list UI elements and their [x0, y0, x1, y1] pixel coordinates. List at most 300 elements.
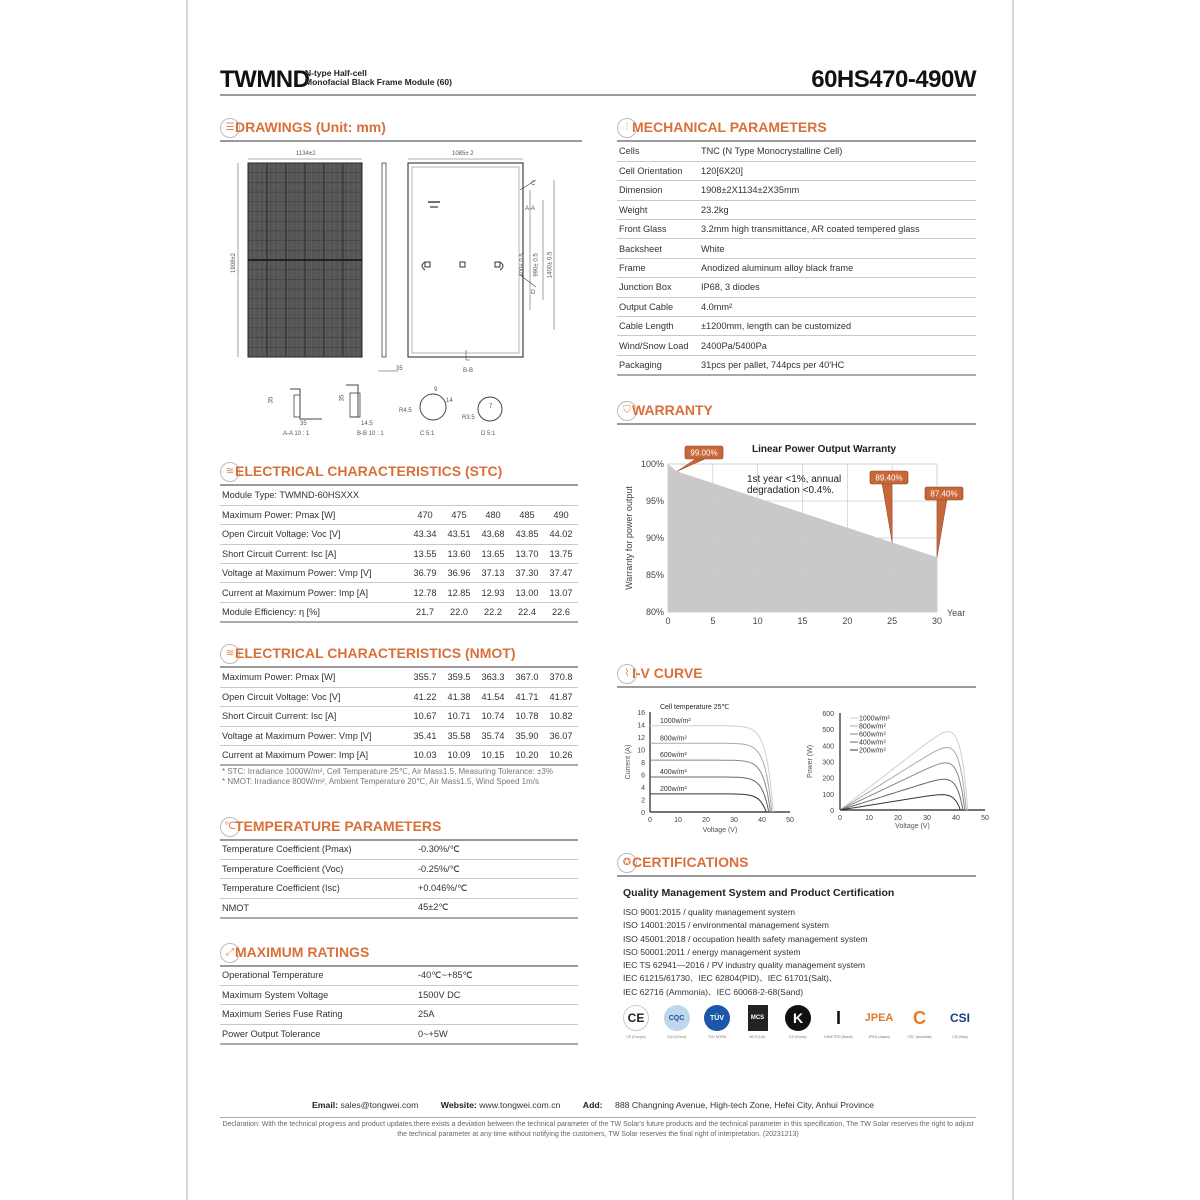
logo-mark: I: [835, 1007, 841, 1028]
param-value: 4.0mm²: [699, 297, 976, 316]
page-border-right: [1012, 0, 1014, 1200]
footer-website: [441, 1100, 561, 1110]
d-caption: D 5:1: [481, 431, 496, 437]
param-label: Maximum Power: Pmax [W]: [220, 668, 408, 687]
mark-bb-label: B-B: [463, 368, 474, 374]
front-width-label: 1134±2: [296, 151, 316, 157]
c-caption: C 5:1: [420, 431, 435, 437]
subtitle-line-1: N-type Half-cell: [305, 68, 367, 78]
declaration-text: Declaration: With the technical progress and product updates,there exists a deviation between the technical parameter of the TW Solar's future products and the technical parameter in this specification, The TW Solar reserves the right to adjust the technical parameter at any time without notifying the customers, TW Solar reserves the final right of interpretation. (20231213): [222, 1121, 974, 1138]
param-value: 363.3: [476, 668, 510, 687]
x-tick-label: 0: [665, 616, 671, 626]
param-value: 35.58: [442, 726, 476, 745]
line-chart-icon: ⌇: [617, 664, 637, 684]
nmot-table: [220, 668, 578, 766]
y-tick-label: 95%: [645, 496, 664, 506]
y-tick-label: 0: [830, 808, 834, 815]
param-value: 13.75: [544, 544, 578, 563]
param-value: 3.2mm high transmittance, AR coated tempered glass: [699, 220, 976, 239]
x-tick-label: 20: [894, 815, 902, 822]
table-row: [220, 879, 578, 898]
param-value: 22.2: [476, 602, 510, 621]
param-label: Junction Box: [617, 278, 699, 297]
certification-item: ISO 9001:2015 / quality management system: [623, 907, 795, 917]
iv-section-title: [617, 664, 976, 688]
pv-series-line: [840, 795, 960, 810]
table-row: [220, 505, 578, 524]
table-row: [220, 966, 578, 985]
param-value: Anodized aluminum alloy black frame: [699, 258, 976, 277]
table-row: [617, 355, 976, 374]
table-row: [617, 142, 976, 161]
temperature-section-title: [220, 817, 578, 841]
param-value: 10.82: [544, 707, 578, 726]
param-label: Operational Temperature: [220, 966, 416, 985]
c-9-label: 9: [434, 387, 438, 393]
param-value: 10.67: [408, 707, 442, 726]
x-tick-label: 40: [758, 817, 766, 824]
param-value: 45±2℃: [416, 898, 578, 917]
x-tick-label: 20: [842, 616, 853, 626]
param-label: Frame: [617, 258, 699, 277]
param-label: Maximum Series Fuse Rating: [220, 1005, 416, 1024]
y-tick-label: 2: [641, 797, 645, 805]
x-tick-label: 0: [838, 815, 842, 822]
param-label: Maximum System Voltage: [220, 985, 416, 1004]
param-value: 12.93: [476, 583, 510, 602]
table-row: [220, 602, 578, 621]
iv-series-label: 200w/m²: [660, 785, 687, 793]
iv-series-label: 400w/m²: [660, 769, 687, 776]
x-tick-label: 30: [931, 616, 943, 626]
x-tick-label: 10: [865, 815, 873, 822]
param-label: Temperature Coefficient (Pmax): [220, 840, 416, 859]
logo-caption: CQC(China): [666, 1035, 687, 1039]
param-value: 43.34: [408, 525, 442, 544]
param-label: Cable Length: [617, 317, 699, 336]
param-label: Weight: [617, 200, 699, 219]
stc-footnote: * STC: Irradiance 1000W/m², Cell Temperature 25℃, Air Mass1.5, Measuring Tolerance: ±3%: [222, 767, 553, 776]
table-row: [617, 278, 976, 297]
email-link[interactable]: sales@tongwei.com: [340, 1100, 419, 1110]
table-row: [220, 840, 578, 859]
param-value: 470: [408, 505, 442, 524]
drawings-title: DRAWINGS (Unit: mm): [235, 119, 386, 135]
iv-title: I-V CURVE: [632, 665, 703, 681]
param-label: Maximum Power: Pmax [W]: [220, 505, 408, 524]
param-value: 13.55: [408, 544, 442, 563]
certifications-section-title: [617, 853, 976, 877]
legend-label: 800w/m²: [859, 723, 886, 731]
footer-address: [583, 1100, 884, 1110]
drawings-section-title: [220, 118, 582, 142]
table-row: [220, 1005, 578, 1024]
table-row: [220, 985, 578, 1004]
table-row: [220, 525, 578, 544]
param-value: 359.5: [442, 668, 476, 687]
module-drawings: [228, 145, 583, 445]
table-row: [220, 564, 578, 583]
iv-series-label: 800w/m²: [660, 735, 687, 743]
logo-caption: JPEA (Japan): [868, 1035, 890, 1039]
nmot-title: ELECTRICAL CHARACTERISTICS (NMOT): [235, 645, 516, 661]
page-border-left: [186, 0, 188, 1200]
x-tick-label: 50: [981, 815, 989, 822]
certification-item: IEC 61215/61730、IEC 62804(PID)、IEC 61701(Salt)、: [623, 973, 838, 984]
param-value: 10.74: [476, 707, 510, 726]
table-row: [220, 687, 578, 706]
x-tick-label: 5: [710, 616, 716, 626]
dim-1400-label: 1400± 0.5: [547, 251, 554, 279]
shield-check-icon: ⛉: [617, 401, 637, 421]
logo-caption: TÜV NORD: [707, 1035, 727, 1039]
table-row: [220, 898, 578, 917]
settings-icon: ≋: [220, 644, 240, 664]
param-label: Front Glass: [617, 220, 699, 239]
param-value: 36.96: [442, 564, 476, 583]
contact-footer: [220, 1100, 976, 1118]
legend-label: 200w/m²: [859, 747, 886, 755]
logo-mark: TÜV: [704, 1005, 730, 1031]
param-value: ±1200mm, length can be customized: [699, 317, 976, 336]
dim-400-label: 400± 0.5: [519, 253, 526, 277]
param-value: -0.30%/℃: [416, 840, 578, 859]
param-value: 22.4: [510, 602, 544, 621]
section-bb-drawing: [346, 385, 360, 417]
param-value: 490: [544, 505, 578, 524]
footer-email: [312, 1100, 418, 1110]
logo-caption: KS (Korea): [789, 1035, 807, 1039]
logo-mark: CE: [623, 1005, 649, 1031]
param-label: Cells: [617, 142, 699, 161]
bb-height-label: 35: [339, 394, 346, 402]
y-tick-label: 400: [822, 743, 834, 751]
param-value: 41.22: [408, 687, 442, 706]
param-value: 10.09: [442, 746, 476, 765]
y-axis-label: Warranty for power output: [624, 486, 634, 590]
back-width-label: 1085± 2: [452, 151, 474, 157]
x-tick-label: 0: [648, 817, 652, 824]
x-axis-label: Voltage (V): [702, 827, 738, 834]
c-14-label: 14: [446, 398, 453, 404]
table-row: [220, 668, 578, 687]
ratings-title: MAXIMUM RATINGS: [235, 944, 370, 960]
param-value: 22.0: [442, 602, 476, 621]
legend-label: 600w/m²: [859, 731, 886, 739]
param-value: 2400Pa/5400Pa: [699, 336, 976, 355]
param-label: Packaging: [617, 355, 699, 374]
website-label: Website:: [440, 1100, 477, 1110]
aa-width-label: 35: [300, 421, 307, 427]
back-view-drawing: [408, 159, 554, 360]
param-label: Wind/Snow Load: [617, 336, 699, 355]
y-tick-label: 6: [641, 772, 645, 780]
bb-caption: B-B 10 : 1: [357, 431, 384, 437]
table-row: [617, 258, 976, 277]
warranty-chart-title: Linear Power Output Warranty: [752, 444, 897, 455]
param-value: White: [699, 239, 976, 258]
certification-item: ISO 14001:2015 / environmental management system: [623, 920, 829, 931]
mechanical-table: [617, 142, 976, 376]
y-tick-label: 80%: [645, 607, 664, 617]
logo-caption: INMETRO (Brazil): [824, 1035, 853, 1039]
param-value: 41.54: [476, 687, 510, 706]
param-value: 10.71: [442, 707, 476, 726]
table-row: [220, 707, 578, 726]
pv-chart: [800, 705, 990, 840]
iv-series-line: [650, 777, 769, 812]
param-label: Dimension: [617, 181, 699, 200]
logo-mark: JPEA: [864, 1012, 894, 1024]
y-tick-label: 14: [637, 722, 645, 730]
table-row: [617, 336, 976, 355]
settings-icon: ≋: [220, 462, 240, 482]
bb-width-label: 14.5: [361, 421, 373, 427]
dim-990-label: 990± 0.5: [533, 253, 540, 277]
param-value: 10.20: [510, 746, 544, 765]
certification-item: ISO 50001:2011 / energy management system: [623, 946, 801, 957]
param-label: Cell Orientation: [617, 161, 699, 180]
param-label: Open Circuit Voltage: Voc [V]: [220, 687, 408, 706]
x-tick-label: 10: [752, 616, 763, 626]
certification-logo: [942, 1005, 978, 1047]
param-value: 35.90: [510, 726, 544, 745]
table-row: [617, 200, 976, 219]
param-label: Power Output Tolerance: [220, 1024, 416, 1043]
param-value: 35.74: [476, 726, 510, 745]
y-tick-label: 85%: [645, 570, 664, 580]
expand-icon: ⤢: [220, 943, 240, 963]
y-tick-label: 200: [822, 775, 834, 783]
certification-item: ISO 45001:2018 / occupation health safety management system: [623, 933, 868, 944]
certifications-list: [623, 906, 868, 999]
param-label: Open Circuit Voltage: Voc [V]: [220, 525, 408, 544]
x-tick-label: 25: [887, 616, 898, 626]
param-value: 44.02: [544, 525, 578, 544]
param-value: 475: [442, 505, 476, 524]
y-tick-label: 0: [641, 810, 645, 817]
table-row: [220, 746, 578, 765]
product-subtitle: [305, 69, 452, 87]
warranty-chart: [615, 440, 980, 640]
table-row: [220, 583, 578, 602]
param-label: NMOT: [220, 898, 416, 917]
certification-logos: [618, 1005, 978, 1047]
param-label: Short Circuit Current: Isc [A]: [220, 544, 408, 563]
aa-height-label: 35: [268, 396, 275, 404]
param-value: 43.51: [442, 525, 476, 544]
param-value: 37.30: [510, 564, 544, 583]
certification-item: IEC 62716 (Ammonia)、IEC 60068-2-68(Sand): [623, 986, 804, 997]
celsius-icon: ℃: [220, 817, 240, 837]
param-label: Temperature Coefficient (Voc): [220, 859, 416, 878]
x-tick-label: 20: [702, 817, 710, 824]
section-aa-drawing: [290, 389, 322, 419]
param-value: 25A: [416, 1005, 578, 1024]
param-label: Voltage at Maximum Power: Vmp [V]: [220, 564, 408, 583]
param-value: -40℃~+85℃: [416, 966, 578, 985]
param-value: 10.26: [544, 746, 578, 765]
stc-section-title: [220, 462, 578, 486]
warranty-section-title: [617, 401, 976, 425]
callout-label: 87.40%: [930, 489, 958, 499]
award-icon: ✪: [617, 853, 637, 873]
x-axis-label: Voltage (V): [895, 823, 930, 830]
param-value: 43.85: [510, 525, 544, 544]
y-tick-label: 600: [822, 711, 834, 718]
param-value: 120[6X20]: [699, 161, 976, 180]
param-value: 41.71: [510, 687, 544, 706]
y-tick-label: 16: [637, 710, 645, 717]
param-value: 37.13: [476, 564, 510, 583]
param-label: Current at Maximum Power: Imp [A]: [220, 746, 408, 765]
y-tick-label: 10: [637, 747, 645, 755]
table-row: [617, 317, 976, 336]
x-axis-label: Year: [947, 608, 966, 618]
certifications-title: CERTIFICATIONS: [632, 854, 749, 870]
email-label: Email:: [311, 1100, 339, 1110]
param-label: Module Efficiency: η [%]: [220, 602, 408, 621]
certification-logo: [821, 1005, 857, 1047]
param-value: -0.25%/℃: [416, 859, 578, 878]
param-label: Current at Maximum Power: Imp [A]: [220, 583, 408, 602]
warranty-annotation: 1st year <1%, annual degradation <0.4%.: [747, 474, 842, 496]
param-value: 370.8: [544, 668, 578, 687]
nmot-section-title: [220, 644, 578, 668]
param-value: 35.41: [408, 726, 442, 745]
x-tick-label: 40: [952, 815, 960, 822]
param-label: Output Cable: [617, 297, 699, 316]
website-link[interactable]: www.tongwei.com.cn: [479, 1100, 561, 1110]
c-radius-label: R4.5: [399, 408, 412, 414]
param-label: Backsheet: [617, 239, 699, 258]
certification-logo: [618, 1005, 654, 1047]
module-type-row: [220, 486, 578, 505]
param-value: 13.00: [510, 583, 544, 602]
certification-logo: [740, 1005, 776, 1047]
brand-name: TWMND: [220, 66, 310, 93]
logo-mark: CSI: [949, 1011, 970, 1025]
certifications-heading: Quality Management System and Product Certification: [623, 887, 895, 899]
mechanical-section-title: [617, 118, 976, 142]
param-value: 10.78: [510, 707, 544, 726]
table-row: [220, 544, 578, 563]
param-value: 367.0: [510, 668, 544, 687]
certification-logo: [659, 1005, 695, 1047]
logo-caption: CE (Europe): [626, 1035, 646, 1039]
y-axis-label: Power (W): [807, 744, 814, 779]
param-value: 10.03: [408, 746, 442, 765]
param-value: 36.07: [544, 726, 578, 745]
param-value: 12.78: [408, 583, 442, 602]
callout-pointer: [937, 499, 947, 557]
param-value: 37.47: [544, 564, 578, 583]
aa-caption: A-A 10 : 1: [283, 431, 310, 437]
table-row: [220, 859, 578, 878]
param-value: 21.7: [408, 602, 442, 621]
subtitle-line-2: Monofacial Black Frame Module (60): [305, 77, 452, 87]
param-value: 1500V DC: [416, 985, 578, 1004]
logo-caption: MCS (UK): [749, 1035, 766, 1039]
legend-label: 1000w/m²: [859, 715, 890, 723]
legend-label: 400w/m²: [859, 739, 886, 747]
iv-series-line: [650, 794, 766, 812]
certification-item: IEC TS 62941—2016 / PV industry quality management system: [623, 960, 866, 971]
stc-title: ELECTRICAL CHARACTERISTICS (STC): [235, 463, 503, 479]
page-header: [220, 64, 976, 96]
certification-logo: [699, 1005, 735, 1047]
mechanical-title: MECHANICAL PARAMETERS: [632, 119, 827, 135]
side-view-drawing: [382, 163, 386, 357]
callout-label: 89.40%: [875, 473, 903, 483]
callout-label: 99.00%: [690, 448, 718, 458]
logo-mark: C: [913, 1007, 926, 1028]
param-value: 36.79: [408, 564, 442, 583]
sliders-icon: ⫶: [617, 118, 637, 138]
chart-title: Cell temperature 25℃: [660, 704, 730, 711]
logo-caption: CSI (Italy): [952, 1035, 968, 1039]
front-height-label: 1908±2: [230, 253, 237, 273]
temperature-title: TEMPERATURE PARAMETERS: [235, 818, 442, 834]
list-icon: ☰: [220, 118, 240, 138]
table-row: [617, 181, 976, 200]
table-row: [617, 297, 976, 316]
certification-logo: [861, 1005, 897, 1047]
logo-mark: MCS: [748, 1005, 768, 1031]
table-row: [220, 726, 578, 745]
param-value: 13.65: [476, 544, 510, 563]
param-label: Voltage at Maximum Power: Vmp [V]: [220, 726, 408, 745]
param-label: Short Circuit Current: Isc [A]: [220, 707, 408, 726]
table-row: [617, 220, 976, 239]
ratings-section-title: [220, 943, 578, 967]
param-value: 1908±2X1134±2X35mm: [699, 181, 976, 200]
x-tick-label: 10: [674, 817, 682, 824]
param-value: 41.87: [544, 687, 578, 706]
address-text: 888 Changning Avenue, High-tech Zone, Hefei City, Anhui Province: [615, 1100, 875, 1110]
warranty-title: WARRANTY: [632, 402, 713, 418]
table-row: [617, 239, 976, 258]
iv-series-label: 600w/m²: [660, 752, 687, 760]
y-tick-label: 12: [637, 735, 645, 742]
temperature-table: [220, 840, 578, 919]
param-value: TNC (N Type Monocrystalline Cell): [699, 142, 976, 161]
param-value: 485: [510, 505, 544, 524]
param-value: 480: [476, 505, 510, 524]
pv-series-line: [840, 763, 965, 810]
param-value: 0~+5W: [416, 1024, 578, 1043]
param-value: 12.85: [442, 583, 476, 602]
x-tick-label: 30: [730, 817, 738, 824]
y-tick-label: 8: [641, 760, 645, 767]
model-range: 60HS470-490W: [811, 66, 976, 93]
front-view-drawing: [238, 159, 362, 357]
param-value: 41.38: [442, 687, 476, 706]
y-axis-label: Current (A): [625, 744, 632, 780]
certification-logo: [902, 1005, 938, 1047]
param-value: 43.68: [476, 525, 510, 544]
d-7-label: 7: [489, 404, 493, 410]
x-tick-label: 50: [786, 817, 794, 824]
module-type: Module Type: TWMND-60HSXXX: [220, 486, 578, 505]
param-label: Temperature Coefficient (Isc): [220, 879, 416, 898]
stc-table: [220, 486, 578, 623]
certification-logo: [780, 1005, 816, 1047]
side-thickness-label: 35: [396, 366, 403, 372]
param-value: 22.6: [544, 602, 578, 621]
logo-caption: CEC (Australia): [907, 1035, 932, 1039]
y-tick-label: 300: [822, 759, 834, 767]
